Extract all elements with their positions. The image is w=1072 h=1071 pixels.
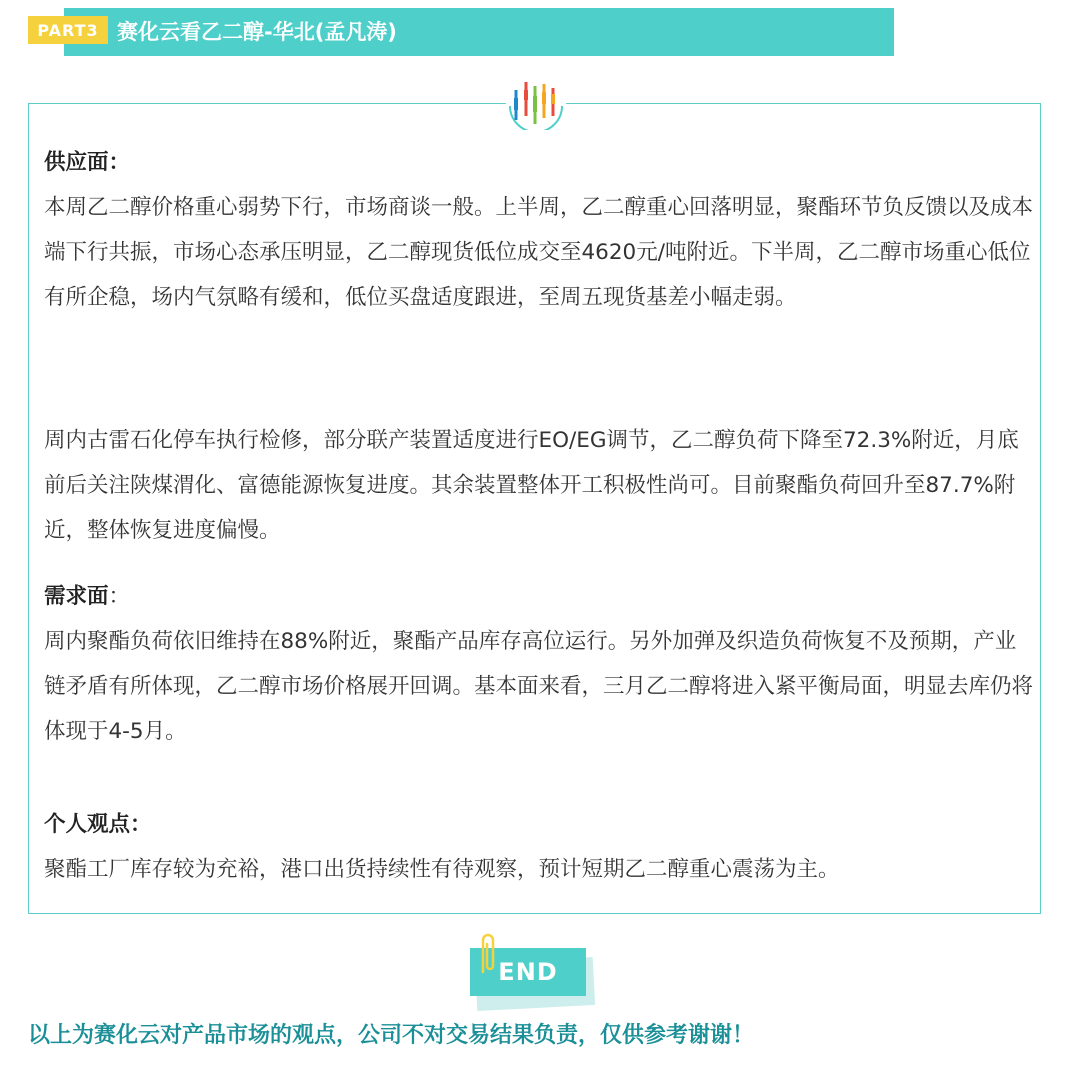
- demand-heading-colon: ：: [108, 584, 131, 609]
- opinion-paragraph: 聚酯工厂库存较为充裕，港口出货持续性有待观察，预计短期乙二醇重心震荡为主。: [44, 857, 840, 882]
- supply-paragraph-2: 周内古雷石化停车执行检修，部分联产装置适度进行EO/EG调节，乙二醇负荷下降至72.3%附近，月底前后关注陕煤渭化、富德能源恢复进度。其余装置整体开工积极性尚可。目前聚酯负荷回升至87.7%附近，整体恢复进度偏慢。: [44, 428, 1019, 543]
- part-badge: PART3: [28, 16, 108, 44]
- supply-heading: 供应面：: [44, 150, 131, 175]
- demand-heading-line: [44, 574, 1034, 619]
- demand-paragraph: 周内聚酯负荷依旧维持在88%附近，聚酯产品库存高位运行。另外加弹及织造负荷恢复不及预期，产业链矛盾有所体现，乙二醇市场价格展开回调。基本面来看，三月乙二醇将进入紧平衡局面，明显去库仍将体现于4-5月。: [44, 629, 1034, 744]
- opinion-heading: 个人观点：: [44, 812, 152, 837]
- paperclip-icon: [476, 932, 500, 976]
- end-label: END: [470, 948, 586, 996]
- demand-heading: 需求面: [44, 584, 109, 609]
- end-badge: [470, 932, 600, 1012]
- bar-chart-logo-icon: [506, 76, 566, 130]
- demand-section: [44, 574, 1034, 754]
- supply-paragraph-1: 本周乙二醇价格重心弱势下行，市场商谈一般。上半周，乙二醇重心回落明显，聚酯环节负反馈以及成本端下行共振，市场心态承压明显，乙二醇现货低位成交至4620元/吨附近。下半周，乙二醇市场重心低位有所企稳，场内气氛略有缓和，低位买盘适度跟进，至周五现货基差小幅走弱。: [44, 195, 1034, 310]
- supply-section-2: [44, 418, 1034, 553]
- disclaimer-text: 以上为赛化云对产品市场的观点，公司不对交易结果负责，仅供参考谢谢！: [28, 1023, 755, 1048]
- supply-section: [44, 140, 1034, 320]
- opinion-section: [44, 802, 1034, 892]
- section-title: 赛化云看乙二醇-华北(孟凡涛): [117, 20, 397, 44]
